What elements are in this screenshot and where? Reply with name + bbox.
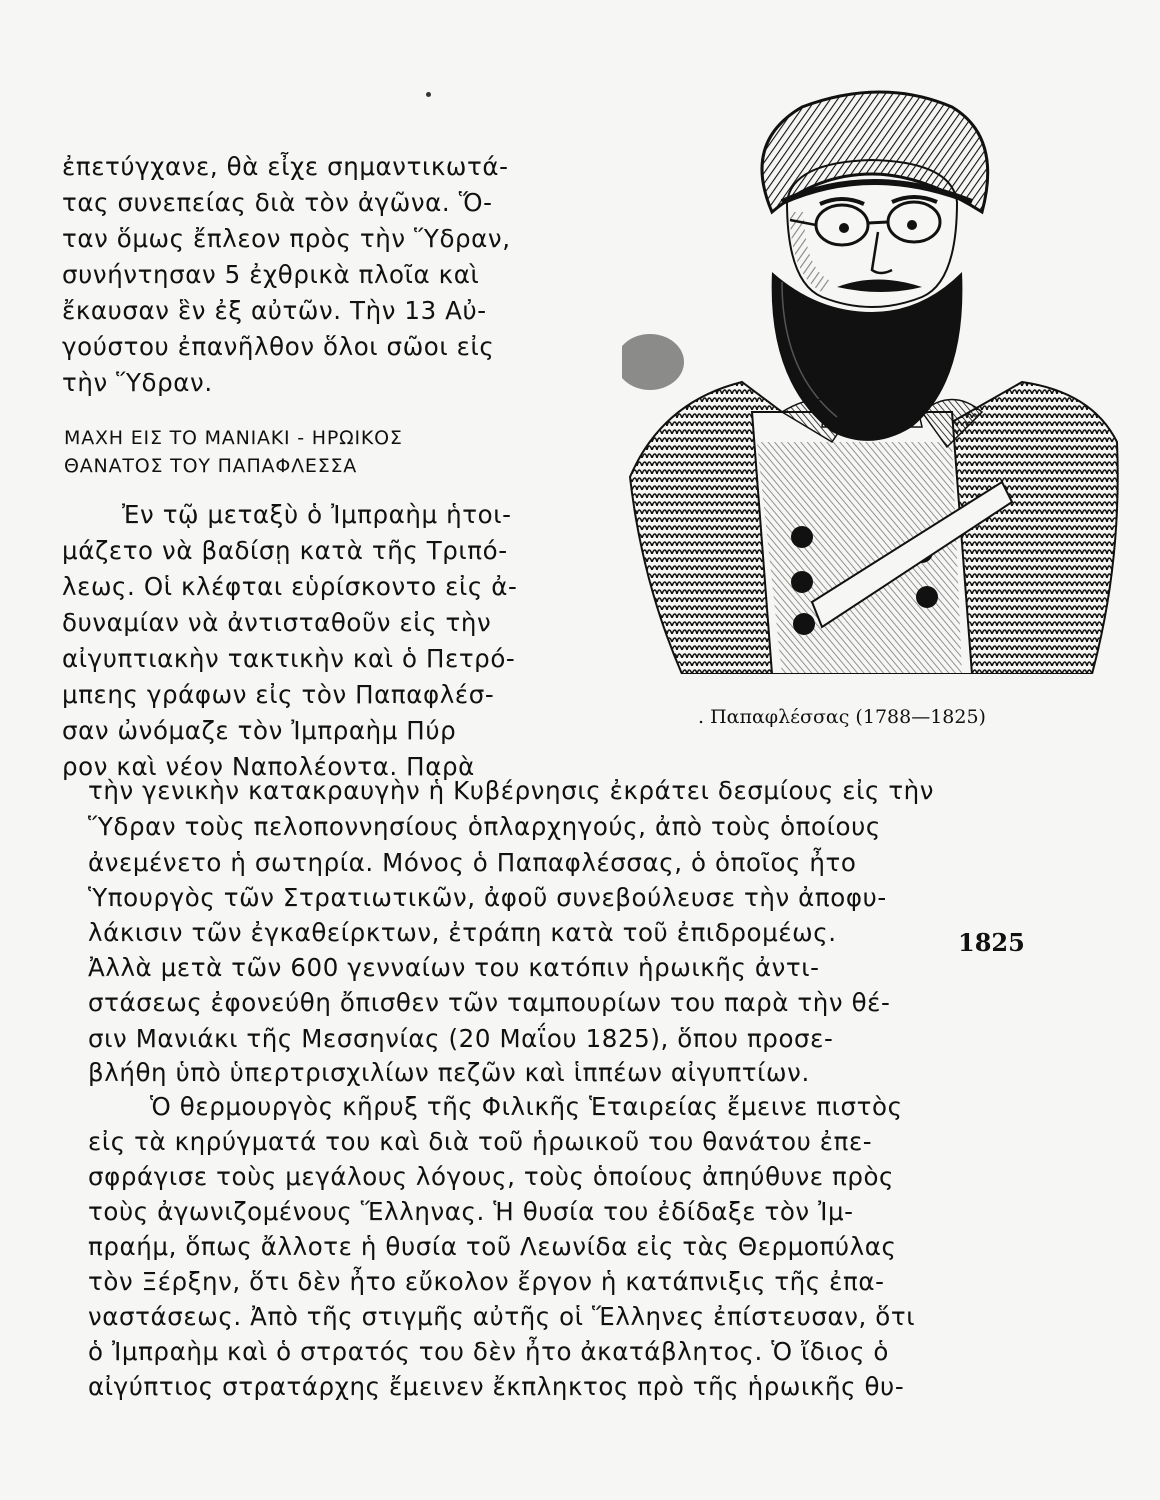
text-line: ρον καὶ νέον Ναπολέοντα. Παρὰ xyxy=(62,752,475,781)
text-line: σαν ὠνόμαζε τὸν Ἰμπραὴμ Πύρ xyxy=(62,716,457,745)
text-line: Ἐν τῷ μεταξὺ ὁ Ἰμπραὴμ ἡτοι- xyxy=(122,500,512,529)
text-line: στάσεως ἐφονεύθη ὄπισθεν τῶν ταμπουρίων του παρὰ τὴν θέ- xyxy=(88,988,891,1017)
text-line: λάκισιν τῶν ἐγκαθείρκτων, ἐτράπη κατὰ τοῦ ἐπιδρομέως. xyxy=(88,918,837,947)
text-line: Ὑπουργὸς τῶν Στρατιωτικῶν, ἀφοῦ συνεβούλευσε τὴν ἀποφυ- xyxy=(88,883,887,912)
text-line: ταν ὅμως ἔπλεον πρὸς τὴν Ὕδραν, xyxy=(62,224,511,253)
text-line: συνήντησαν 5 ἐχθρικὰ πλοῖα καὶ xyxy=(62,260,480,289)
text-line: τας συνεπείας διὰ τὸν ἀγῶνα. Ὅ- xyxy=(62,188,493,217)
text-line: μπεης γράφων εἰς τὸν Παπαφλέσ- xyxy=(62,680,495,709)
text-line: τὴν γενικὴν κατακραυγὴν ἡ Κυβέρνησις ἐκράτει δεσμίους εἰς τὴν xyxy=(88,776,935,805)
text-line: τὴν Ὕδραν. xyxy=(62,368,213,397)
text-line: Ὕδραν τοὺς πελοποννησίους ὁπλαρχηγούς, ἀπὸ τοὺς ὁποίους xyxy=(88,812,881,841)
text-line: σφράγισε τοὺς μεγάλους λόγους, τοὺς ὁποίους ἀπηύθυνε πρὸς xyxy=(88,1162,895,1191)
text-line: τοὺς ἀγωνιζομένους Ἕλληνας. Ἡ θυσία του ἐδίδαξε τὸν Ἰμ- xyxy=(88,1197,854,1226)
text-line: ἔκαυσαν ἓν ἐξ αὐτῶν. Τὴν 13 Αὐ- xyxy=(62,296,487,325)
text-line: πραήμ, ὅπως ἄλλοτε ἡ θυσία τοῦ Λεωνίδα εἰς τὰς Θερμοπύλας xyxy=(88,1232,897,1261)
text-line: ναστάσεως. Ἀπὸ τῆς στιγμῆς αὐτῆς οἱ Ἕλληνες ἐπίστευσαν, ὅτι xyxy=(88,1302,916,1331)
text-line: βλήθη ὑπὸ ὑπερτρισχιλίων πεζῶν καὶ ἱππέων αἰγυπτίων. xyxy=(88,1058,810,1087)
text-line: τὸν Ξέρξην, ὅτι δὲν ἦτο εὔκολον ἔργον ἡ κατάπνιξις τῆς ἐπα- xyxy=(88,1267,885,1296)
text-line: εἰς τὰ κηρύγματά του καὶ διὰ τοῦ ἡρωικοῦ του θανάτου ἐπε- xyxy=(88,1127,873,1156)
text-line: αἰγυπτιακὴν τακτικὴν καὶ ὁ Πετρό- xyxy=(62,644,516,673)
text-line: αἰγύπτιος στρατάρχης ἔμεινεν ἔκπληκτος πρὸ τῆς ἡρωικῆς θυ- xyxy=(88,1372,905,1401)
text-line: ἐπετύγχανε, θὰ εἶχε σημαντικωτά- xyxy=(62,152,509,181)
text-line: λεως. Οἱ κλέφται εὑρίσκοντο εἰς ἀ- xyxy=(62,572,518,601)
text-line: μάζετο νὰ βαδίσῃ κατὰ τῆς Τριπό- xyxy=(62,536,508,565)
text-line: σιν Μανιάκι τῆς Μεσσηνίας (20 Μαΐου 1825), ὅπου προσε- xyxy=(88,1024,834,1053)
text-line: δυναμίαν νὰ ἀντισταθοῦν εἰς τὴν xyxy=(62,608,492,637)
heading-line: ΘΑΝΑΤΟΣ ΤΟΥ ΠΑΠΑΦΛΕΣΣΑ xyxy=(64,455,358,477)
ink-speck xyxy=(426,92,431,97)
portrait-caption: . Παπαφλέσσας (1788—1825) xyxy=(698,706,986,728)
heading-line: ΜΑΧΗ ΕΙΣ ΤΟ ΜΑΝΙΑΚΙ - ΗΡΩΙΚΟΣ xyxy=(64,427,403,449)
text-line: ἀνεμένετο ἡ σωτηρία. Μόνος ὁ Παπαφλέσσας, ὁ ὁποῖος ἦτο xyxy=(88,848,857,877)
portrait-engraving xyxy=(622,82,1122,674)
text-line: Ἀλλὰ μετὰ τῶν 600 γενναίων του κατόπιν ἡρωικῆς ἀντι- xyxy=(88,953,820,982)
margin-year-note: 1825 xyxy=(958,928,1025,957)
text-line: γούστου ἐπανῆλθον ὅλοι σῶοι εἰς xyxy=(62,332,495,361)
text-line: Ὁ θερμουργὸς κῆρυξ τῆς Φιλικῆς Ἑταιρείας ἔμεινε πιστὸς xyxy=(150,1092,903,1121)
text-line: ὁ Ἰμπραὴμ καὶ ὁ στρατός του δὲν ἦτο ἀκατάβλητος. Ὁ ἴδιος ὁ xyxy=(88,1337,889,1366)
